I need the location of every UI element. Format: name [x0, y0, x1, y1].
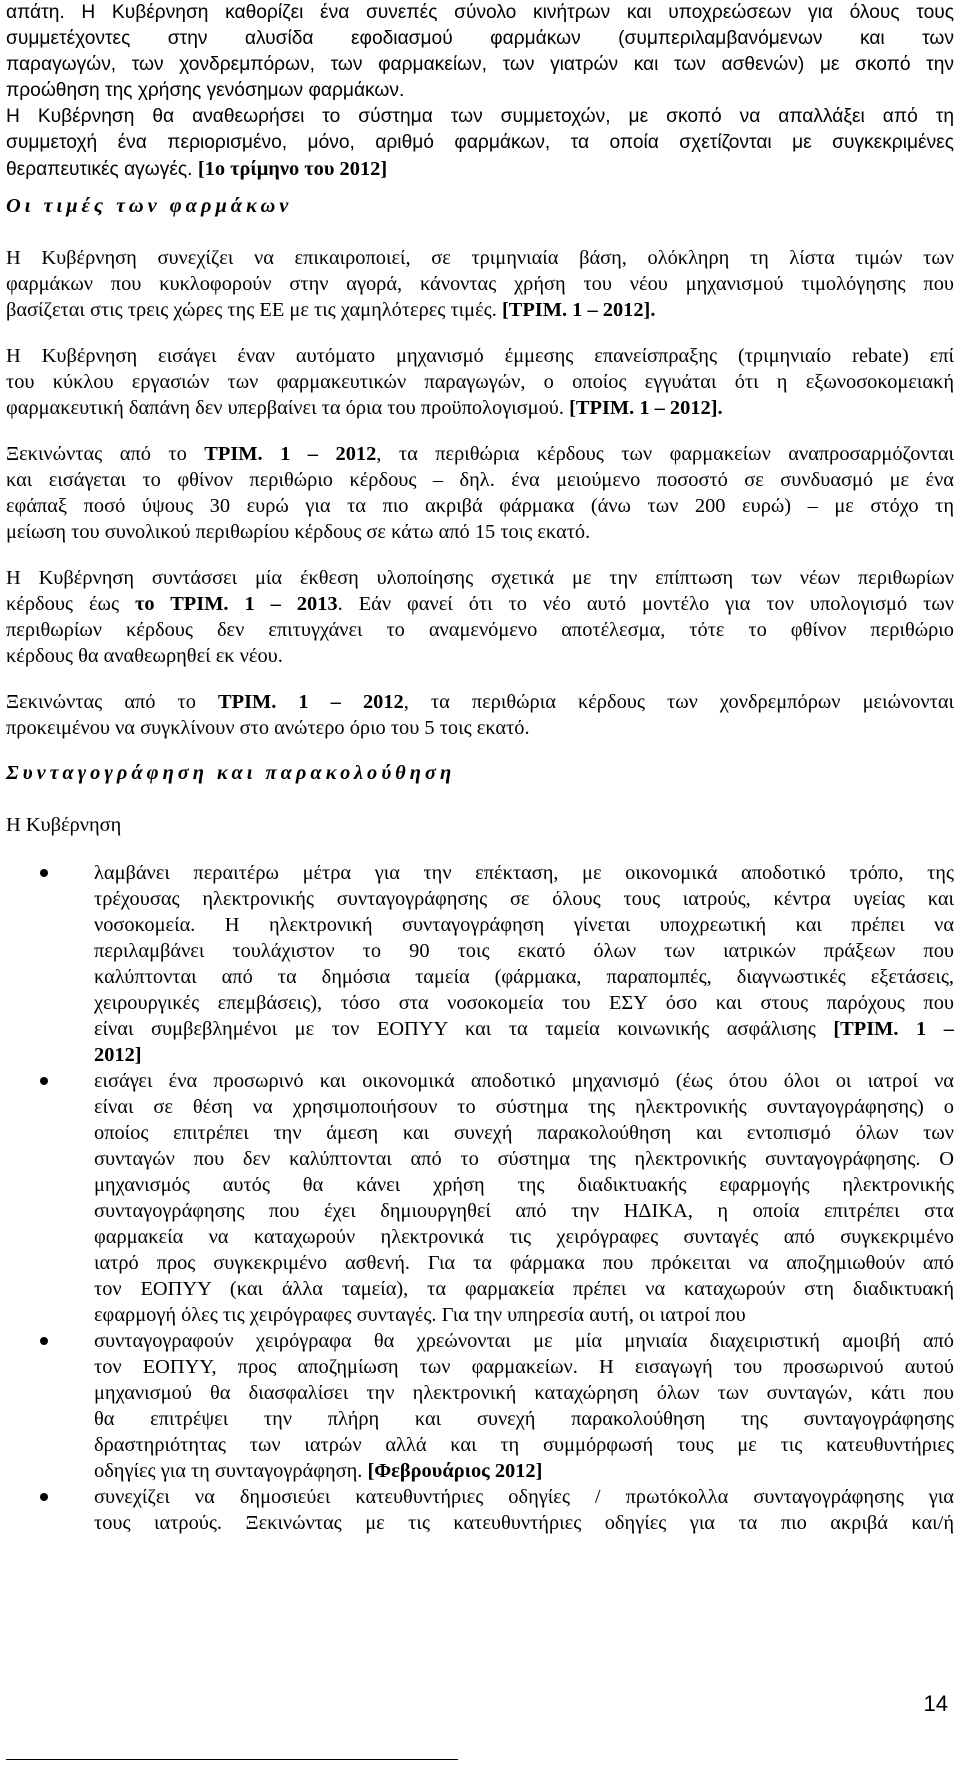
text-line: συνεχίζει να δημοσιεύει κατευθυντήριες οδηγίες / πρωτόκολλα συνταγογράφησης για: [94, 1486, 954, 1508]
deadline-reference: ΤΡΙΜ. 1 – 2012: [218, 691, 404, 713]
text-line: λαμβάνει περαιτέρω μέτρα για την επέκταση, με οικονομικά αποδοτικό τρόπο, της: [94, 862, 954, 884]
bullet-icon: [40, 869, 48, 877]
deadline-reference: [ΤΡΙΜ. 1 –: [833, 1018, 954, 1040]
text-line: τρέχουσας ηλεκτρονικής συνταγογράφησης σε όλους τους ιατρούς, κέντρα υγείας και: [94, 888, 954, 910]
text-line: συνταγογραφούν χειρόγραφα θα χρεώνονται με μία μηνιαία διαχειριστική αμοιβή από: [94, 1330, 954, 1352]
text-line: θεραπευτικές αγωγές. [1ο τρίμηνο του 2012]: [6, 158, 388, 180]
text-line: συνταγογράφησης που έχει δημιουργηθεί από την ΗΔΙΚΑ, η οποία επιτρέπει στα: [94, 1200, 954, 1222]
paragraph-wholesaler-margins: [6, 689, 954, 741]
footnote-separator: [6, 1759, 458, 1760]
text-line: του κύκλου εργασιών των φαρμακευτικών παραγωγών, ο οποίος εγγυάται ότι η εξωνοσοκομειακή: [6, 371, 954, 393]
text-line: Η Κυβέρνηση συντάσσει μία έκθεση υλοποίησης σχετικά με την επίπτωση των νέων περιθωρίων: [6, 567, 954, 589]
text-line: φαρμάκων που κυκλοφορούν στην αγορά, κάνοντας χρήση του νέου μηχανισμού τιμολόγησης που: [6, 273, 954, 295]
paragraph-generics-intro: [6, 0, 954, 104]
text-line: οδηγίες για τη συνταγογράφηση. [Φεβρουάριος 2012]: [94, 1460, 543, 1482]
text-line: θα επιτρέψει την πλήρη και συνεχή παρακολούθηση της συνταγογράφησης: [94, 1408, 954, 1430]
deadline-reference: [1ο τρίμηνο του 2012]: [197, 158, 388, 180]
text-line: είναι σε θέση να χρησιμοποιήσουν το σύστημα της ηλεκτρονικής συνταγογράφησης) ο: [94, 1096, 954, 1118]
text-line: χειρουργικές επεμβάσεις), τόσο στα νοσοκομεία του ΕΣΥ όσο και στους παρόχους που: [94, 992, 954, 1014]
text-line: Η Κυβέρνηση θα αναθεωρήσει το σύστημα των συμμετοχών, με σκοπό να απαλλάξει από τη: [6, 106, 954, 127]
text-line: δραστηριότητας των ιατρών αλλά και τη συμμόρφωσή τους με τις κατευθυντήριες: [94, 1434, 954, 1456]
text-line: ιατρό προς συγκεκριμένο ασθενή. Για τα φάρμακα που πρόκειται να αποζημιωθούν από: [94, 1252, 954, 1274]
list-item: [94, 1328, 954, 1484]
text-line: απάτη. Η Κυβέρνηση καθορίζει ένα συνεπές σύνολο κινήτρων και υποχρεώσεων για όλους τους: [6, 2, 954, 23]
text-line: τον ΕΟΠΥΥ (και άλλα ταμεία), τα φαρμακεία πρέπει να καταχωρούν στη διαδικτυακή: [94, 1278, 954, 1300]
paragraph-pharmacy-margins: [6, 441, 954, 545]
text-line: εισάγει ένα προσωρινό και οικονομικά αποδοτικό μηχανισμό (έως ότου όλοι οι ιατροί να: [94, 1070, 954, 1092]
bullet-icon: [40, 1337, 48, 1345]
text-line: Η Κυβέρνηση εισάγει έναν αυτόματο μηχανισμό έμμεσης επανείσπραξης (τριμηνιαίο rebate) επί: [6, 345, 954, 367]
paragraph-price-list-update: [6, 245, 954, 323]
text-line: Η Κυβέρνηση συνεχίζει να επικαιροποιεί, σε τριμηνιαία βάση, ολόκληρη τη λίστα τιμών των: [6, 247, 954, 269]
section-heading-prescription-monitoring: Συνταγογράφηση και παρακολούθηση: [6, 762, 456, 784]
text-line: εφάπαξ ποσό ύψους 30 ευρώ για τα πιο ακριβά φάρμακα (άνω των 200 ευρώ) – με στόχο τη: [6, 495, 954, 517]
deadline-reference: το ΤΡΙΜ. 1 – 2013: [135, 593, 338, 615]
text-line: περιλαμβάνει τουλάχιστον το 90 τοις εκατό όλων των ιατρικών πράξεων που: [94, 940, 954, 962]
text-line: κέρδους θα αναθεωρηθεί εκ νέου.: [6, 645, 283, 667]
text-line: Ξεκινώντας από το ΤΡΙΜ. 1 – 2012, τα περιθώρια κέρδους των χονδρεμπόρων μειώνονται: [6, 691, 954, 713]
text-line: Ξεκινώντας από το ΤΡΙΜ. 1 – 2012, τα περιθώρια κέρδους των φαρμακείων αναπροσαρμόζονται: [6, 443, 954, 465]
text-line: καλύπτονται από τα δημόσια ταμεία (φάρμακα, παραπομπές, διαγνωστικές εξετάσεις,: [94, 966, 954, 988]
measures-bullet-list: [0, 860, 960, 1536]
text-line: βασίζεται στις τρεις χώρες της ΕΕ με τις χαμηλότερες τιμές. [ΤΡΙΜ. 1 – 2012].: [6, 299, 656, 321]
text-line: οποίος επιτρέπει την άμεση και συνεχή παρακολούθηση και εντοπισμό όλων των: [94, 1122, 954, 1144]
text-line: φαρμακεία να καταχωρούν ηλεκτρονικά τις χειρόγραφες συνταγές από συγκεκριμένο: [94, 1226, 954, 1248]
bullet-icon: [40, 1493, 48, 1501]
text-line: προώθηση της χρήσης γενόσημων φαρμάκων.: [6, 80, 405, 101]
bullet-icon: [40, 1077, 48, 1085]
text-line: περιθωρίων κέρδους δεν επιτυγχάνει το αναμενόμενο αποτέλεσμα, τότε το φθίνον περιθώριο: [6, 619, 954, 641]
text-line: τον ΕΟΠΥΥ, προς αποζημίωση των φαρμακείων. Η εισαγωγή του προσωρινού αυτού: [94, 1356, 954, 1378]
text-line: μηχανισμού θα διασφαλίσει την ηλεκτρονική καταχώρηση όλων των συνταγών, κάτι που: [94, 1382, 954, 1404]
section-heading-drug-prices: Οι τιμές των φαρμάκων: [6, 195, 293, 217]
text-line: προκειμένου να συγκλίνουν στο ανώτερο όριο του 5 τοις εκατό.: [6, 717, 530, 739]
list-item: [94, 1484, 954, 1536]
text-line: συμμετέχοντες στην αλυσίδα εφοδιασμού φαρμάκων (συμπεριλαμβανόμενων και των: [6, 28, 954, 49]
deadline-reference: ΤΡΙΜ. 1 – 2012: [204, 443, 377, 465]
text-line: κέρδους έως το ΤΡΙΜ. 1 – 2013. Εάν φανεί ότι το νέο αυτό μοντέλο για τον υπολογισμό των: [6, 593, 954, 615]
text-line: παραγωγών, των χονδρεμπόρων, των φαρμακείων, των γιατρών και των ασθενών) με σκοπό την: [6, 54, 954, 75]
text-line: είναι συμβεβλημένοι με τον ΕΟΠΥΥ και τα ταμεία κοινωνικής ασφάλισης [ΤΡΙΜ. 1 –: [94, 1018, 954, 1040]
page-number: 14: [923, 1691, 948, 1716]
deadline-reference: [Φεβρουάριος 2012]: [367, 1460, 543, 1482]
text-line: μηχανισμός αυτός θα κάνει χρήση της διαδικτυακής εφαρμογής ηλεκτρονικής: [94, 1174, 954, 1196]
government-label: [6, 812, 954, 838]
text-line: εφαρμογή όλες τις χειρόγραφες συνταγές. Για την υπηρεσία αυτή, οι ιατροί που: [94, 1304, 746, 1326]
text-line: μείωση του συνολικού περιθωρίου κέρδους σε κάτω από 15 τοις εκατό.: [6, 521, 591, 543]
paragraph-rebate-mechanism: [6, 343, 954, 421]
text-line: νοσοκομεία. Η ηλεκτρονική συνταγογράφηση γίνεται υποχρεωτική και πρέπει να: [94, 914, 954, 936]
text-line: συνταγών που δεν καλύπτονται από το σύστημα της ηλεκτρονικής συνταγογράφησης. Ο: [94, 1148, 954, 1170]
deadline-reference: 2012]: [94, 1044, 142, 1066]
deadline-reference: [ΤΡΙΜ. 1 – 2012].: [569, 397, 723, 419]
text-line: συμμετοχή ένα περιορισμένο, μόνο, αριθμό φαρμάκων, τα οποία σχετίζονται με συγκεκριμένες: [6, 132, 954, 153]
text-line: τους ιατρούς. Ξεκινώντας με τις κατευθυντήριες οδηγίες για τα πιο ακριβά και/ή: [94, 1512, 954, 1534]
deadline-reference: [ΤΡΙΜ. 1 – 2012].: [501, 299, 656, 321]
text-line: [94, 1042, 954, 1068]
paragraph-copayment-review: [6, 104, 954, 182]
paragraph-implementation-report: [6, 565, 954, 669]
list-item: [94, 1068, 954, 1328]
text-line: και εισάγεται το φθίνον περιθώριο κέρδους – δηλ. ένα μειούμενο ποσοστό σε συνδυασμό με ένα: [6, 469, 954, 491]
text-line: φαρμακευτική δαπάνη δεν υπερβαίνει τα όρια του προϋπολογισμού. [ΤΡΙΜ. 1 – 2012].: [6, 397, 723, 419]
list-item: [94, 860, 954, 1068]
text-line: Η Κυβέρνηση: [6, 814, 122, 836]
